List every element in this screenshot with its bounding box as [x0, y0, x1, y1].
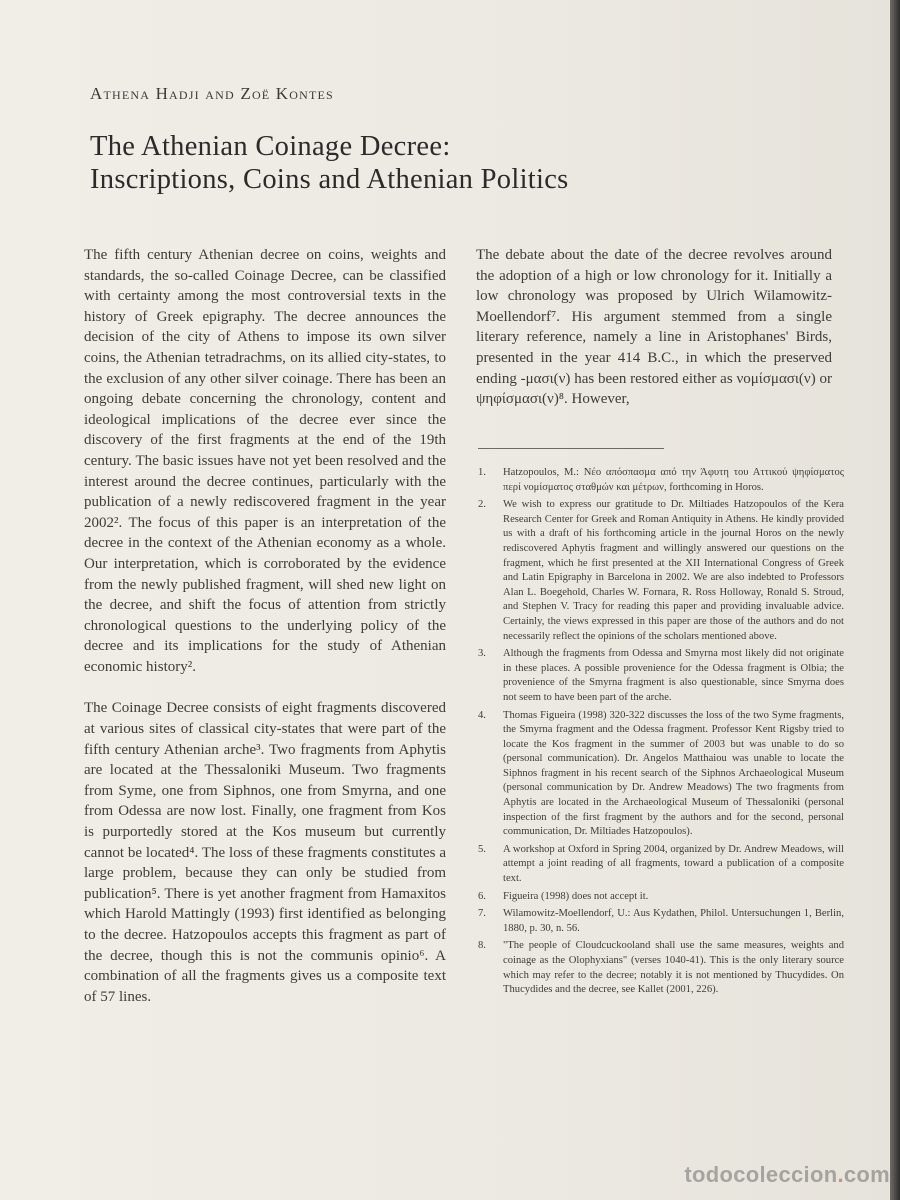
- watermark-tld: com: [843, 1162, 890, 1187]
- footnote-text: Hatzopoulos, M.: Νέο απόσπασμα από την Άφυτη του Αττικού ψηφίσματος περί νομίσματος σταθμών και μέτρων, forthcoming in Horos.: [503, 467, 844, 493]
- footnote-number: 8.: [478, 940, 486, 952]
- body-paragraph: The debate about the date of the decree revolves around the adoption of a high or low chronology for it. Initially a low chronology was proposed by Ulrich Wilamowitz-Moellendorf⁷. His argument stemmed from a single literary reference, namely a line in Aristophanes' Birds, presented in the year 414 B.C., in which the preserved ending -μασι(ν) has been restored either as νομίσμασι(ν) or ψηφίσμασι(ν)⁸. However,: [476, 247, 832, 408]
- site-watermark: [684, 1162, 890, 1188]
- footnote-number: 7.: [478, 908, 486, 920]
- footnote-number: 5.: [478, 843, 486, 855]
- footnote-text: Thomas Figueira (1998) 320-322 discusses the loss of the two Syme fragments, the Smyrna fragment and the Odessa fragment. Professor Kent Rigsby tried to locate the Kos fragment in the summer of 2003 but was unable to do so (personal communication). Dr. Angelos Matthaiou was unable to locate the Siphnos fragment in his recent search of the Siphnos Archaeological Museum (personal communication by Dr. Andrew Meadows) The two fragments from Aphytis are located in the Archaeological Museum of Thessaloniki (personal inspection of the first fragment by the authors and for the second, personal communication, Dr. Miltiades Hatzopoulos).: [503, 709, 844, 838]
- footnote-number: 4.: [478, 709, 486, 721]
- right-column: [476, 245, 832, 410]
- title-line-1: The Athenian Coinage Decree:: [90, 131, 451, 162]
- footnote: [478, 939, 844, 997]
- footnote-text: Figueira (1998) does not accept it.: [503, 890, 649, 902]
- footnote-number: 2.: [478, 499, 486, 511]
- footnote-text: We wish to express our gratitude to Dr. Miltiades Hatzopoulos of the Kera Research Center for Greek and Roman Antiquity in Athens. He kindly provided us with a draft of his forthcoming article in the journal Horos on the newly rediscovered Aphytis fragment and willingly answered our questions on the fragment, which he first presented at the XII International Congress of Greek and Latin Epigraphy in Barcelona in 2002. We are also indebted to Professors Alan L. Boegehold, Charles W. Fornara, R. Ross Holloway, Ronald S. Stroud, and Stephen V. Tracy for reading this paper and providing invaluable advice. Certainly, the views expressed in this paper are those of the authors and do not necessarily reflect the opinions of the scholars mentioned above.: [503, 499, 844, 642]
- footnote-divider: [478, 448, 664, 449]
- watermark-dot: .: [837, 1162, 844, 1187]
- footnote: [478, 890, 844, 905]
- footnote-text: A workshop at Oxford in Spring 2004, organized by Dr. Andrew Meadows, will attempt a joint reading of all fragments, toward a publication of a composite text.: [503, 843, 844, 885]
- watermark-text: todocoleccion: [684, 1162, 838, 1187]
- footnote: [478, 709, 844, 840]
- left-column: [84, 245, 446, 1007]
- title-line-2: Inscriptions, Coins and Athenian Politics: [90, 164, 569, 195]
- article-title: [90, 130, 810, 196]
- footnote-number: 6.: [478, 890, 486, 902]
- body-paragraph: The fifth century Athenian decree on coins, weights and standards, the so-called Coinage Decree, can be classified with certainty among the most controversial texts in the history of Greek epigraphy. The decree announces the decision of the city of Athens to impose its own silver coins, the Athenian tetradrachms, on its allied city-states, to the exclusion of any other silver coinage. There has been an ongoing debate concerning the chronology, content and ideological implications of the decree ever since the discovery of the first fragments at the end of the 19th century. The basic issues have not yet been resolved and the interest around the decree continues, particularly with the publication of a newly rediscovered fragment in the year 2002². The focus of this paper is an interpretation of the decree in the context of the Athenian economy as a whole. Our interpretation, which is corroborated by the evidence from the newly published fragment, will shed new light on the decree, and shift the focus of attention from strictly chronological questions to the underlying policy of the decree and its implications for the study of Athenian economic history².: [84, 247, 446, 675]
- footnote-text: Wilamowitz-Moellendorf, U.: Aus Kydathen, Philol. Untersuchungen 1, Berlin, 1880, p. 30, n. 56.: [503, 908, 844, 934]
- footnote: [478, 498, 844, 644]
- footnote: [478, 647, 844, 705]
- article-authors: Athena Hadji and Zoë Kontes: [90, 84, 334, 103]
- footnote-text: "The people of Cloudcuckooland shall use the same measures, weights and coinage as the Olophyxians" (verses 1040-41). This is the only literary source which may refer to the decree; notably it is not mentioned by Thucydides. On Thucydides and the decree, see Kallet (2001, 226).: [503, 940, 844, 996]
- footnote: [478, 466, 844, 495]
- footnote-number: 1.: [478, 467, 486, 478]
- footnotes-list: [478, 466, 844, 1001]
- footnote-number: 3.: [478, 648, 486, 660]
- footnote: [478, 907, 844, 936]
- body-paragraph: The Coinage Decree consists of eight fragments discovered at various sites of classical city-states that were part of the fifth century Athenian arche³. Two fragments from Aphytis are located at the Thessaloniki Museum. Two fragments from Syme, one from Siphnos, one from Smyrna, and one from Odessa are now lost. Finally, one fragment from Kos is purportedly stored at the Kos museum but currently cannot be located⁴. The loss of these fragments constitutes a large problem, because they can only be studied from publication⁵. There is yet another fragment from Hamaxitos which Harold Mattingly (1993) first identified as belonging to the decree. Hatzopoulos accepts this fragment as part of the decree, though this is not the communis opinio⁶. A combination of all the fragments gives us a composite text of 57 lines.: [84, 700, 446, 1005]
- footnote: [478, 843, 844, 887]
- page-edge-shadow: [890, 0, 900, 1200]
- footnote-text: Although the fragments from Odessa and Smyrna most likely did not originate in these places. A possible provenience for the Odessa fragment is Olbia; the provenience of the Smyrna fragment is also questionable, since Smyrna does not seem to have been part of the arche.: [503, 648, 844, 703]
